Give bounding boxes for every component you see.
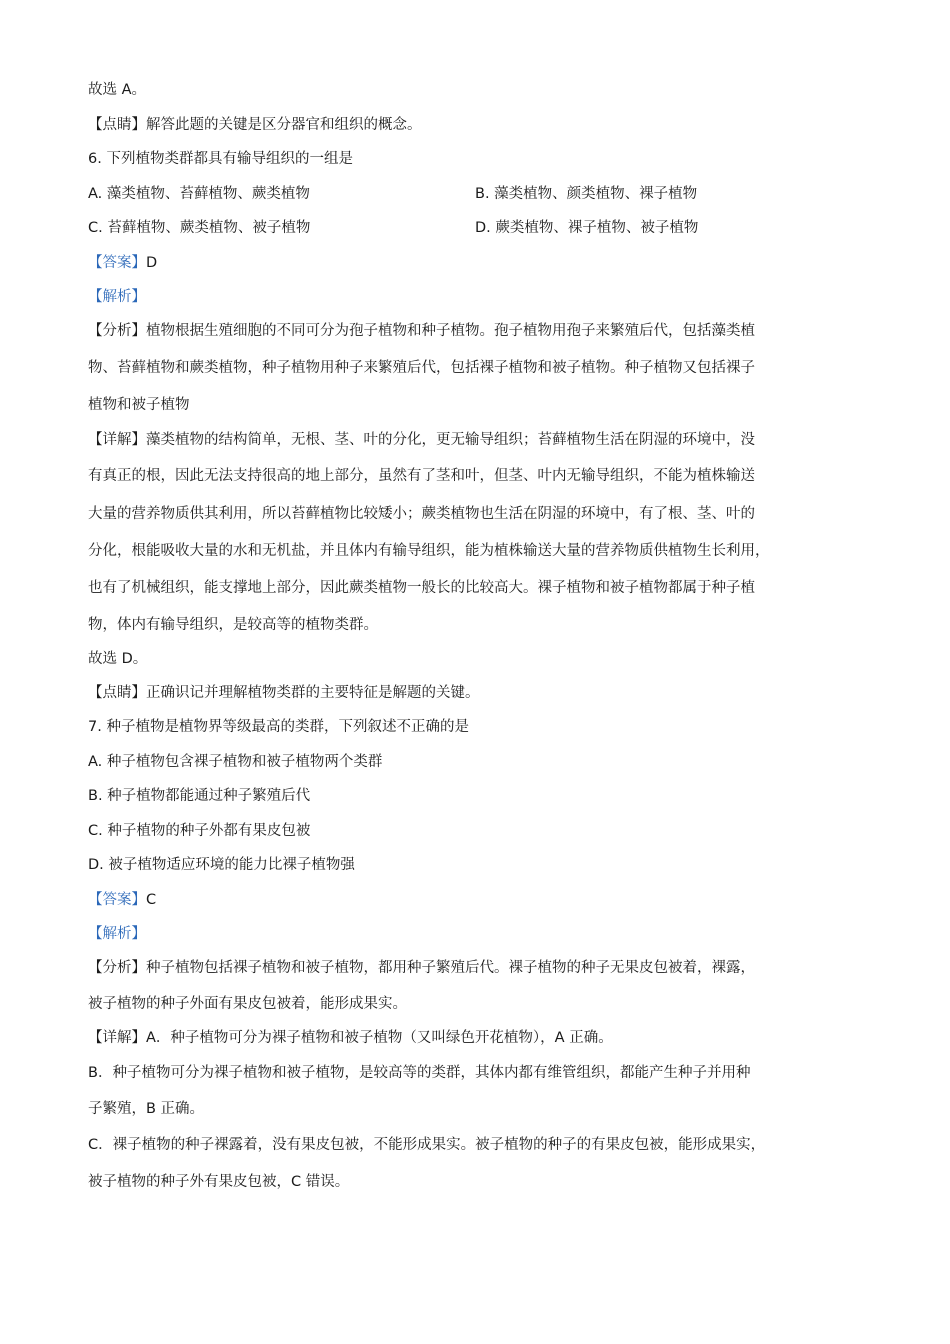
detail-tag: 【详解】 <box>88 432 146 448</box>
q7-option-b: B. 种子植物都能通过种子繁殖后代 <box>88 788 311 804</box>
q7-detail-a <box>88 1028 613 1048</box>
q7-analysis-heading: 【解析】 <box>88 926 146 942</box>
answer-value: D <box>146 255 158 271</box>
q6-conclusion: 故选 D。 <box>88 651 148 667</box>
q6-detail-3: 大量的营养物质供其利用，所以苔藓植物比较矮小；蕨类植物也生活在阴湿的环境中，有了根、茎、叶的 <box>88 506 755 522</box>
q6-analysis-heading: 【解析】 <box>88 289 146 305</box>
q6-option-c: C. 苔藓植物、蕨类植物、被子植物 <box>88 220 311 236</box>
answer-value: C <box>146 892 157 908</box>
q6-detail-1 <box>88 430 755 450</box>
q7-detail-b2: 子繁殖，B 正确。 <box>88 1101 205 1117</box>
q7-option-a: A. 种子植物包含裸子植物和被子植物两个类群 <box>88 754 383 770</box>
q6-tip <box>88 683 480 703</box>
analysis-text: 种子植物包括裸子植物和被子植物，都用种子繁殖后代。裸子植物的种子无果皮包被着，裸露， <box>146 960 755 976</box>
q7-detail-c2: 被子植物的种子外有果皮包被，C 错误。 <box>88 1174 350 1190</box>
q7-analysis-2: 被子植物的种子外面有果皮包被着，能形成果实。 <box>88 996 407 1012</box>
q7-detail-c1: C．裸子植物的种子裸露着，没有果皮包被，不能形成果实。被子植物的种子的有果皮包被，能形成果实， <box>88 1137 766 1153</box>
q6-option-d: D. 蕨类植物、裸子植物、被子植物 <box>475 220 699 236</box>
tip-tag: 【点睛】 <box>88 117 146 133</box>
tip-text: 解答此题的关键是区分器官和组织的概念。 <box>146 117 422 133</box>
question-7: 7. 种子植物是植物界等级最高的类群，下列叙述不正确的是 <box>88 719 469 735</box>
q6-analysis-2: 物、苔藓植物和蕨类植物，种子植物用种子来繁殖后代，包括裸子植物和被子植物。种子植物又包括裸子 <box>88 360 755 376</box>
q6-detail-4: 分化，根能吸收大量的水和无机盐，并且体内有输导组织，能为植株输送大量的营养物质供植物生长利用， <box>88 543 770 559</box>
tip-tag: 【点睛】 <box>88 685 146 701</box>
q6-detail-2: 有真正的根，因此无法支持很高的地上部分，虽然有了茎和叶，但茎、叶内无输导组织，不能为植株输送 <box>88 468 755 484</box>
q6-option-a: A. 藻类植物、苔藓植物、蕨类植物 <box>88 186 310 202</box>
detail-text: A．种子植物可分为裸子植物和被子植物（又叫绿色开花植物），A 正确。 <box>146 1030 613 1046</box>
q7-detail-b1: B．种子植物可分为裸子植物和被子植物，是较高等的类群，其体内都有维管组织，都能产生种子并用种 <box>88 1065 751 1081</box>
detail-tag: 【详解】 <box>88 1030 146 1046</box>
answer-tag: 【答案】 <box>88 892 146 908</box>
q6-analysis-3: 植物和被子植物 <box>88 397 190 413</box>
answer-tag: 【答案】 <box>88 255 146 271</box>
analysis-text: 植物根据生殖细胞的不同可分为孢子植物和种子植物。孢子植物用孢子来繁殖后代，包括藻类植 <box>146 323 755 339</box>
analysis-tag: 【分析】 <box>88 323 146 339</box>
analysis-tag: 【分析】 <box>88 960 146 976</box>
tip-line <box>88 115 422 135</box>
q6-answer <box>88 253 157 273</box>
conclusion-line: 故选 A。 <box>88 82 147 98</box>
question-6: 6. 下列植物类群都具有输导组织的一组是 <box>88 151 353 167</box>
q6-detail-5: 也有了机械组织，能支撑地上部分，因此蕨类植物一般长的比较高大。裸子植物和被子植物都属于种子植 <box>88 580 755 596</box>
q7-option-d: D. 被子植物适应环境的能力比裸子植物强 <box>88 857 355 873</box>
detail-text: 藻类植物的结构简单，无根、茎、叶的分化，更无输导组织；苔藓植物生活在阴湿的环境中，没 <box>146 432 755 448</box>
q7-option-c: C. 种子植物的种子外都有果皮包被 <box>88 823 311 839</box>
q6-option-b: B. 藻类植物、颜类植物、裸子植物 <box>475 186 698 202</box>
q7-analysis-1 <box>88 958 755 978</box>
q7-answer <box>88 890 156 910</box>
tip-text: 正确识记并理解植物类群的主要特征是解题的关键。 <box>146 685 480 701</box>
q6-detail-6: 物，体内有输导组织，是较高等的植物类群。 <box>88 617 378 633</box>
q6-analysis-1 <box>88 321 755 341</box>
